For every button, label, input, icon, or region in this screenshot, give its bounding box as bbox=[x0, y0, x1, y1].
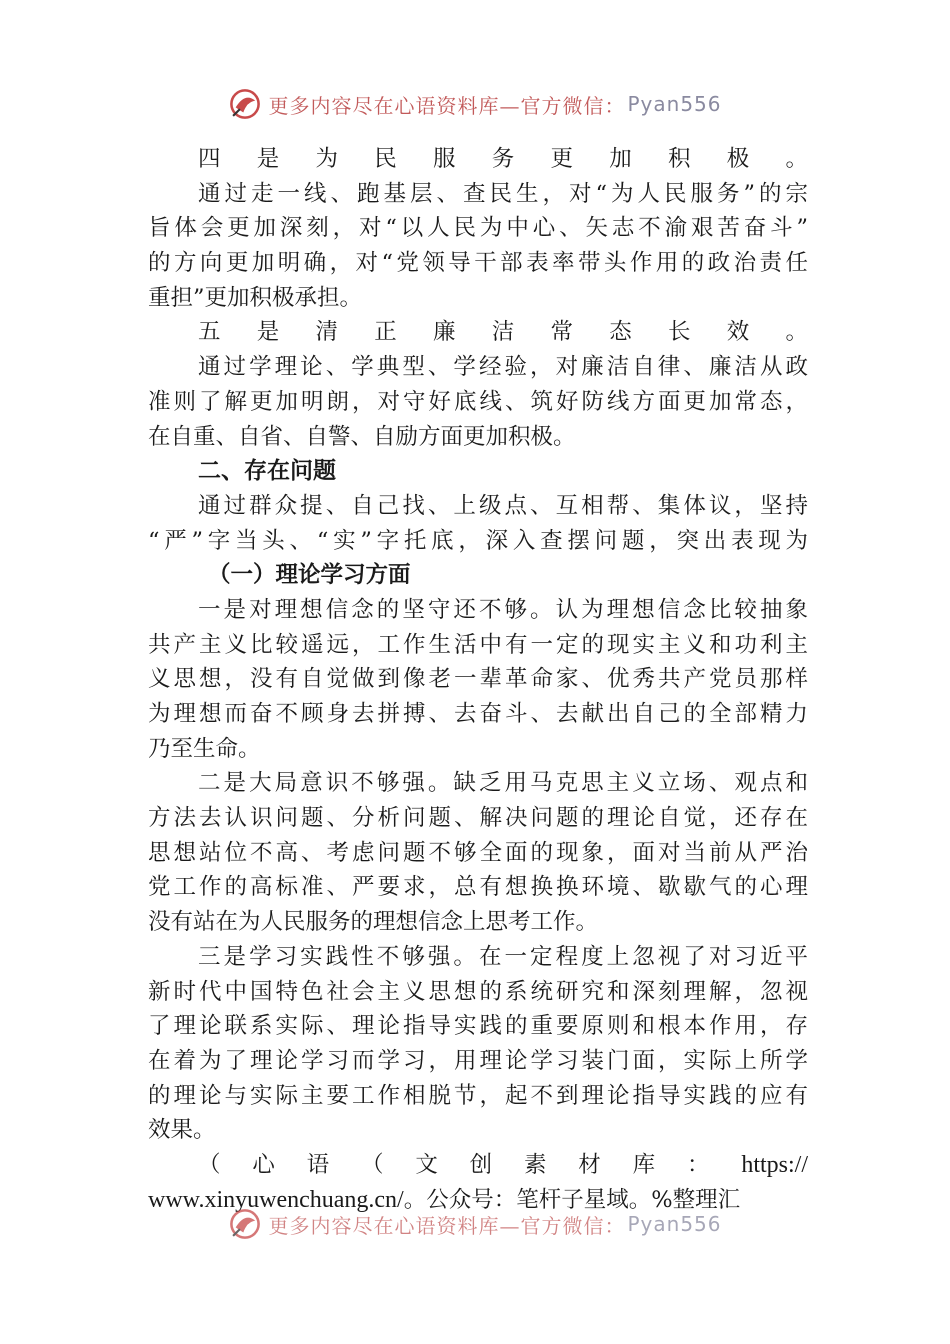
paragraph-line: 四是为民服务更加积极。 bbox=[198, 146, 808, 172]
watermark-footer bbox=[0, 1204, 950, 1244]
source-note-text: 。公众号：笔杆子星域。%整理汇 bbox=[403, 1186, 741, 1213]
section-heading: 二、存在问题 bbox=[198, 458, 336, 485]
paragraph-line: 义思想，没有自觉做到像老一辈革命家、优秀共产党员那样 bbox=[148, 666, 808, 693]
paragraph-line: 准则了解更加明朗，对守好底线、筑好防线方面更加常态， bbox=[148, 388, 808, 415]
paragraph-line: 重担”更加积极承担。 bbox=[148, 284, 363, 311]
seal-logo-icon bbox=[228, 87, 262, 121]
paragraph-line: 党工作的高标准、严要求，总有想换换环境、歇歇气的心理 bbox=[148, 874, 808, 901]
paragraph-line: 了理论联系实际、理论指导实践的重要原则和根本作用，存 bbox=[148, 1013, 808, 1040]
paragraph-line: 三是学习实践性不够强。在一定程度上忽视了对习近平 bbox=[198, 943, 808, 970]
watermark-header bbox=[0, 84, 950, 124]
paragraph-line: 为理想而奋不顾身去拼搏、去奋斗、去献出自己的全部精力 bbox=[148, 701, 808, 727]
section-heading: （一）理论学习方面 bbox=[208, 562, 411, 589]
paragraph-line: 新时代中国特色社会主义思想的系统研究和深刻理解，忽视 bbox=[148, 978, 808, 1005]
source-url-part: www.xinyuwenchuang.cn/ bbox=[148, 1186, 404, 1213]
paragraph-line: 没有站在为人民服务的理想信念上思考工作。 bbox=[148, 909, 599, 936]
paragraph-line: 旨体会更加深刻，对“以人民为中心、矢志不渝艰苦奋斗” bbox=[148, 215, 808, 242]
paragraph-line: 在着为了理论学习而学习，用理论学习装门面，实际上所学 bbox=[148, 1047, 808, 1074]
paragraph-line: 乃至生命。 bbox=[148, 735, 261, 762]
paragraph-line: 二是大局意识不够强。缺乏用马克思主义立场、观点和 bbox=[198, 770, 808, 797]
paragraph-line: 通过群众提、自己找、上级点、互相帮、集体议，坚持 bbox=[198, 492, 808, 519]
paragraph-line: 通过学理论、学典型、学经验，对廉洁自律、廉洁从政 bbox=[198, 354, 808, 381]
paragraph-line: 一是对理想信念的坚守还不够。认为理想信念比较抽象 bbox=[198, 596, 808, 623]
paragraph-line: 五是清正廉洁常态长效。 bbox=[198, 319, 808, 346]
paragraph-line: 方法去认识问题、分析问题、解决问题的理论自觉，还存在 bbox=[148, 805, 808, 832]
source-note-line bbox=[148, 1148, 808, 1183]
paragraph-line: 效果。 bbox=[148, 1117, 216, 1144]
paragraph-line: 通过走一线、跑基层、查民生，对“为人民服务”的宗 bbox=[198, 180, 808, 207]
paragraph-line: 的方向更加明确，对“党领导干部表率带头作用的政治责任 bbox=[148, 250, 808, 277]
source-url-part: https:// bbox=[741, 1151, 808, 1178]
source-note-label: （心语（文创素材库： bbox=[198, 1151, 742, 1178]
document-body bbox=[148, 142, 808, 1217]
paragraph-line: 的理论与实际主要工作相脱节，起不到理论指导实践的应有 bbox=[148, 1082, 808, 1109]
paragraph-line: “严”字当头、“实”字托底，深入查摆问题，突出表现为 bbox=[148, 527, 808, 554]
seal-logo-icon bbox=[228, 1207, 262, 1241]
watermark-text: 更多内容尽在心语资料库—官方微信： bbox=[268, 93, 626, 118]
paragraph-line: 思想站位不高、考虑问题不够全面的现象，面对当前从严治 bbox=[148, 839, 808, 866]
paragraph-line: 共产主义比较遥远，工作生活中有一定的现实主义和功利主 bbox=[148, 631, 808, 658]
watermark-id: Pyan556 bbox=[627, 1212, 722, 1236]
paragraph-line: 在自重、自省、自警、自励方面更加积极。 bbox=[148, 423, 576, 450]
watermark-id: Pyan556 bbox=[627, 92, 722, 116]
watermark-text: 更多内容尽在心语资料库—官方微信： bbox=[268, 1213, 626, 1238]
